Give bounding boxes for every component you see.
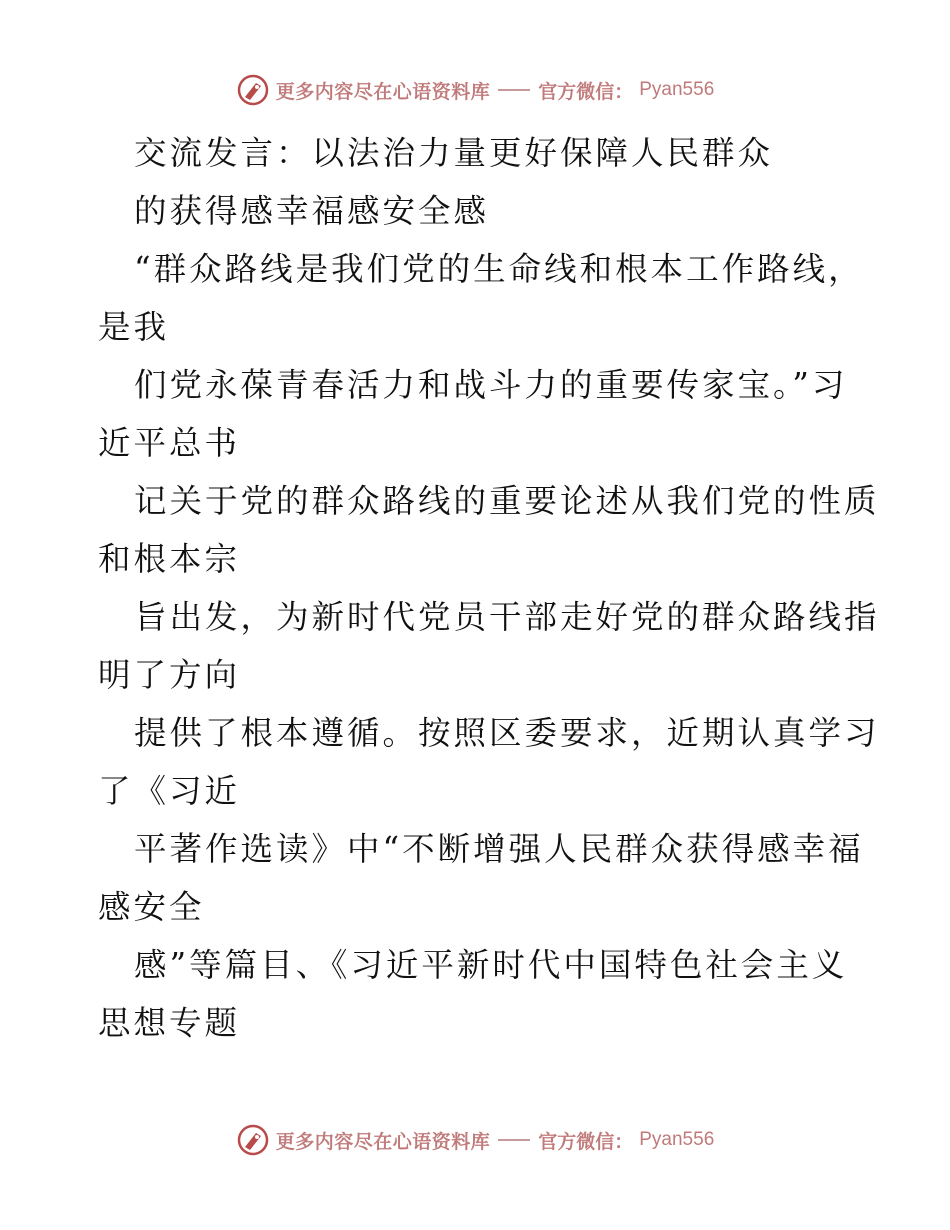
document-title-line-1: 交流发言：以法治力量更好保障人民群众 xyxy=(134,134,774,172)
paragraph-line: 和根本宗 xyxy=(98,540,241,578)
paragraph-line: 感”等篇目、《习近平新时代中国特色社会主义 xyxy=(134,946,848,984)
pen-nib-logo-icon xyxy=(236,73,270,107)
paragraph-line: 感安全 xyxy=(98,888,205,926)
paragraph-line: 记关于党的群众路线的重要论述从我们党的性质 xyxy=(134,482,880,520)
paragraph-line: 思想专题 xyxy=(98,1004,241,1042)
watermark-wechat-id: Pyan556 xyxy=(639,1129,715,1150)
document-title-line-2: 的获得感幸福感安全感 xyxy=(134,192,490,230)
paragraph-line: 平著作选读》中“不断增强人民群众获得感幸福 xyxy=(134,830,864,868)
watermark-dash xyxy=(498,89,530,91)
paragraph-line: “群众路线是我们党的生命线和根本工作路线， xyxy=(134,250,864,288)
watermark-header xyxy=(0,70,950,110)
watermark-text: 更多内容尽在心语资料库 xyxy=(275,80,491,103)
paragraph-line: 是我 xyxy=(98,308,170,346)
watermark-wechat-id: Pyan556 xyxy=(639,79,715,100)
document-body xyxy=(98,124,880,1052)
watermark-footer xyxy=(0,1120,950,1160)
pen-nib-logo-icon xyxy=(236,1123,270,1157)
paragraph-line: 旨出发，为新时代党员干部走好党的群众路线指 xyxy=(134,598,880,636)
paragraph-line: 提供了根本遵循。按照区委要求，近期认真学习 xyxy=(134,714,880,752)
paragraph-line: 了《习近 xyxy=(98,772,241,810)
watermark-official-label: 官方微信： xyxy=(538,1130,634,1153)
watermark-official-label: 官方微信： xyxy=(538,80,634,103)
paragraph-line: 近平总书 xyxy=(98,424,241,462)
paragraph-line: 们党永葆青春活力和战斗力的重要传家宝。”习 xyxy=(134,366,848,404)
paragraph-line: 明了方向 xyxy=(98,656,241,694)
watermark-text: 更多内容尽在心语资料库 xyxy=(275,1130,491,1153)
watermark-dash xyxy=(498,1139,530,1141)
